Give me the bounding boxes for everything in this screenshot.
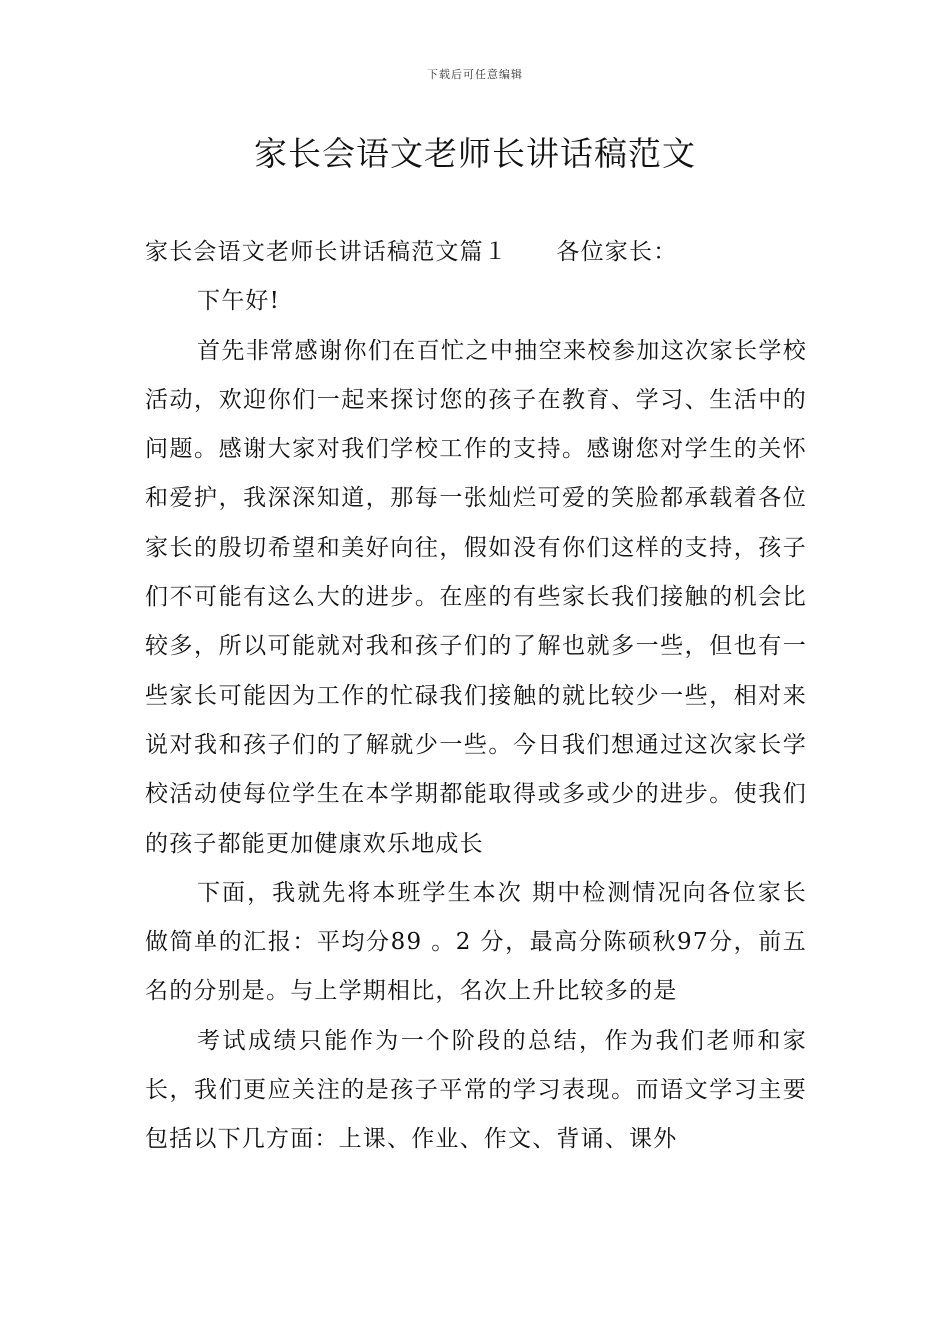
paragraph-heading-greeting: 家长会语文老师长讲话稿范文篇１ 各位家长： <box>145 239 678 265</box>
paragraph-thanks: 首先非常感谢你们在百忙之中抽空来校参加这次家长学校活动，欢迎你们一起来探讨您的孩子在教育、学习、生活中的问题。感谢大家对我们学校工作的支持。感谢您对学生的关怀和爱护，我深深知道，那每一张灿烂可爱的笑脸都承载着各位家长的殷切希望和美好向往，假如没有你们这样的支持，孩子们不可能有这么大的进步。在座的有些家长我们接触的机会比较多，所以可能就对我和孩子们的了解也就多一些，但也有一些家长可能因为工作的忙碌我们接触的就比较少一些，相对来说对我和孩子们的了解就少一些。今日我们想通过这次家长学校活动使每位学生在本学期都能取得或多或少的进步。使我们的孩子都能更加健康欢乐地成长 <box>145 337 807 857</box>
document-title: 家长会语文老师长讲话稿范文 <box>254 134 696 173</box>
paragraph-learning-aspects: 考试成绩只能作为一个阶段的总结，作为我们老师和家长，我们更应关注的是孩子平常的学习表现。而语文学习主要包括以下几方面：上课、作业、作文、背诵、课外 <box>145 1027 807 1153</box>
paragraph-exam-report: 下面，我就先将本班学生本次 期中检测情况向各位家长做简单的汇报：平均分89 。2 分，最高分陈硕秋97分，前五名的分别是。与上学期相比，名次上升比较多的是 <box>145 879 807 1005</box>
header-note: 下载后可任意编辑 <box>427 68 523 81</box>
document-body <box>145 228 807 1165</box>
paragraph-salutation: 下午好! <box>197 288 281 315</box>
